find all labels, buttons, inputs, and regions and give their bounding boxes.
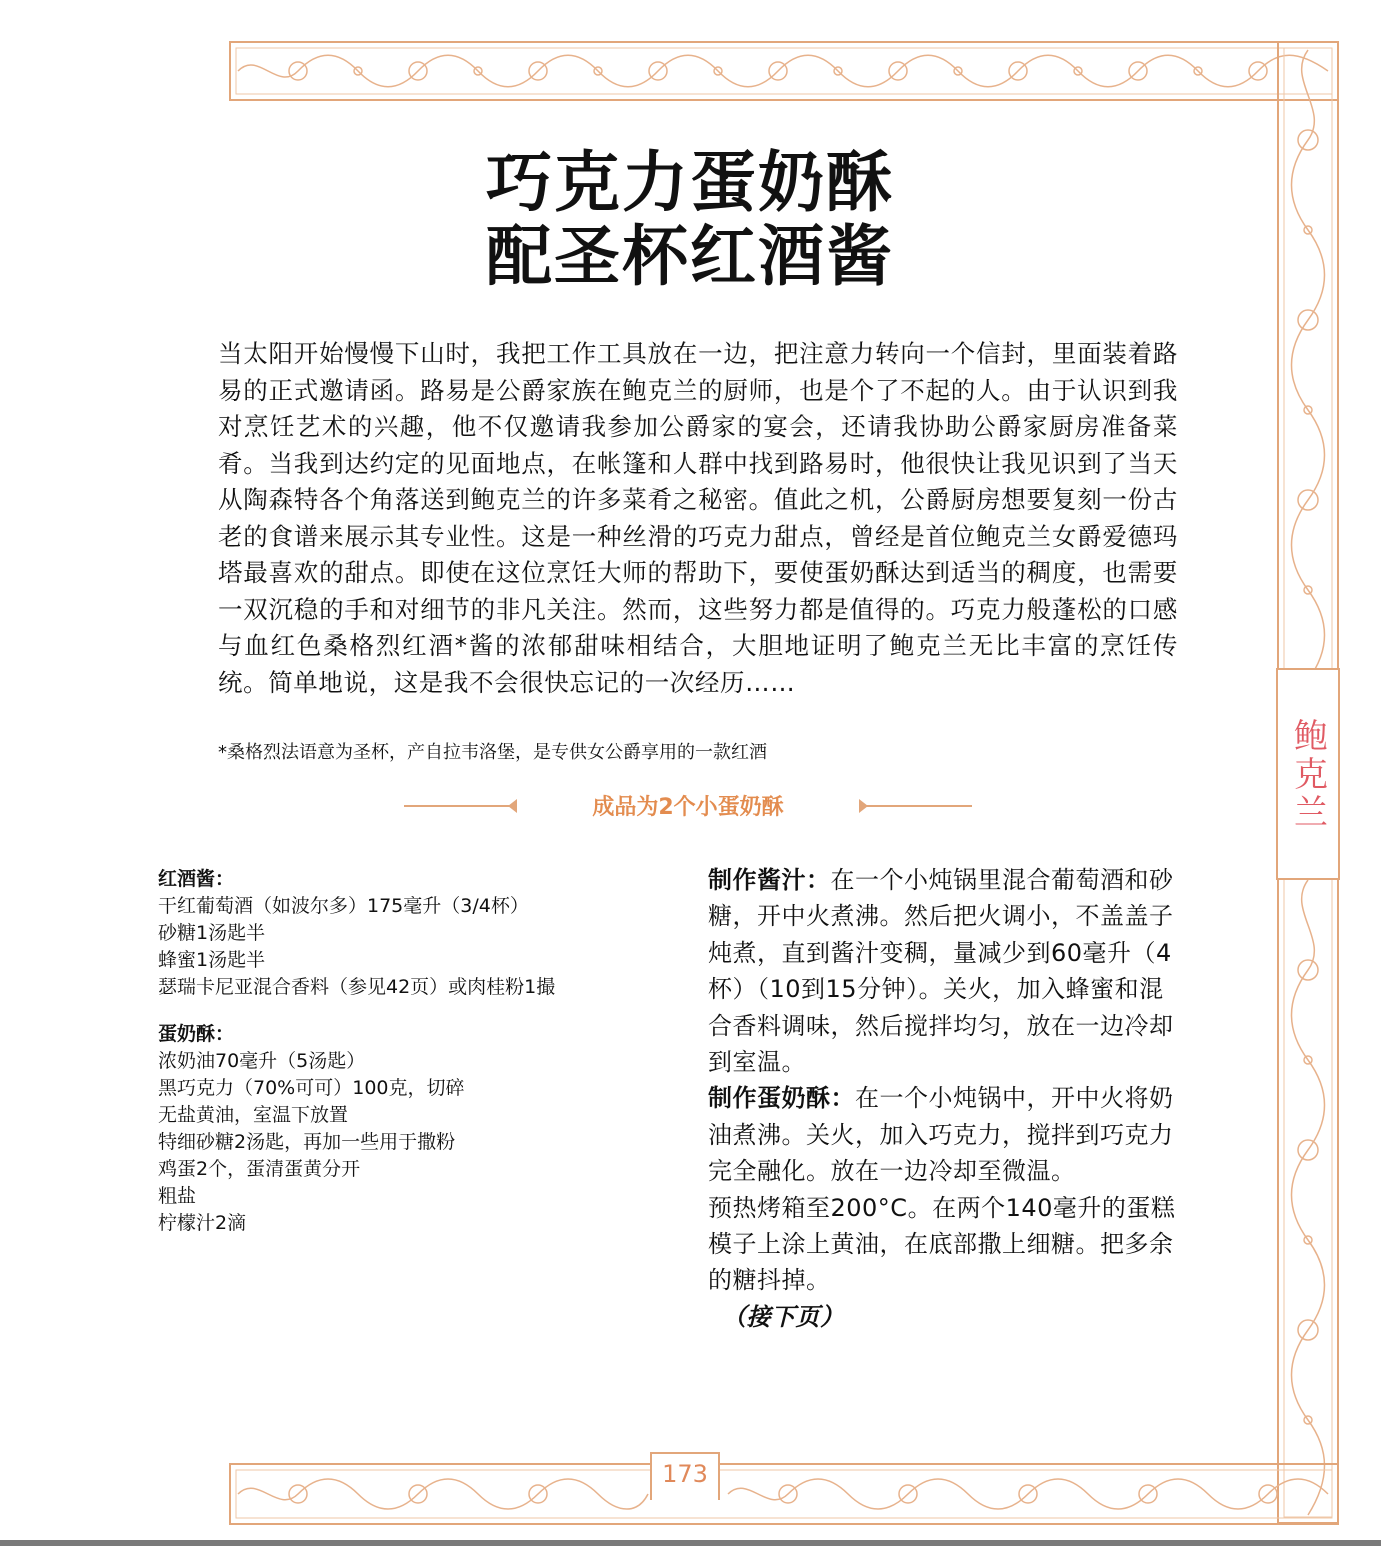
- step-text: 在一个小炖锅中，开中火将奶油煮沸。关火，加入巧克力，搅拌到巧克力完全融化。放在一边冷却至微温。: [708, 1084, 1174, 1186]
- ingredient-heading: 红酒酱：: [158, 868, 235, 890]
- list-item: 瑟瑞卡尼亚混合香料（参见42页）或肉桂粉1撮: [158, 976, 556, 998]
- list-item: 干红葡萄酒（如波尔多）175毫升（3/4杯）: [158, 895, 529, 917]
- list-item: 无盐黄油，室温下放置: [158, 1104, 349, 1126]
- yield-line-right: [864, 805, 972, 807]
- footnote: *桑格烈法语意为圣杯，产自拉韦洛堡，是专供女公爵享用的一款红酒: [218, 742, 767, 763]
- yield-text: 成品为2个小蛋奶酥: [592, 795, 784, 820]
- title-line-1: 巧克力蛋奶酥: [486, 144, 894, 221]
- method-step-oven: 预热烤箱至200°C。在两个140毫升的蛋糕模子上涂上黄油，在底部撒上细糖。把多余的糖抖掉。: [708, 1193, 1176, 1295]
- method-step-sauce: [708, 862, 1188, 1080]
- side-tab-label: 鲍克兰: [1287, 718, 1328, 832]
- title-line-2: 配圣杯红酒酱: [486, 218, 894, 295]
- yield-arrow-left-icon: [508, 799, 517, 813]
- list-item: 砂糖1汤匙半: [158, 922, 266, 944]
- step-text: 在一个小炖锅里混合葡萄酒和砂糖，开中火煮沸。然后把火调小，不盖盖子炖煮，直到酱汁变稠，量减少到60毫升（4杯）（10到15分钟）。关火，加入蜂蜜和混合香料调味，然后搅拌均匀，放在一边冷却到室温。: [708, 866, 1174, 1077]
- list-item: 鸡蛋2个，蛋清蛋黄分开: [158, 1158, 361, 1180]
- list-item: 蜂蜜1汤匙半: [158, 949, 266, 971]
- ingredient-group-sauce: [158, 866, 588, 1001]
- list-item: 特细砂糖2汤匙，再加一些用于撒粉: [158, 1131, 456, 1153]
- list-item: 黑巧克力（70%可可）100克，切碎: [158, 1077, 465, 1099]
- ingredient-group-souffle: [158, 1021, 588, 1237]
- scan-footer-line: [0, 1540, 1381, 1546]
- step-heading: 制作蛋奶酥：: [708, 1084, 855, 1113]
- ornamental-border-bottom: [228, 1462, 1340, 1526]
- method-step-souffle: [708, 1080, 1188, 1189]
- ingredients-list: [158, 866, 588, 1257]
- method-steps: [708, 862, 1188, 1335]
- page-number: 173: [662, 1460, 708, 1488]
- list-item: 粗盐: [158, 1185, 197, 1207]
- list-item: 浓奶油70毫升（5汤匙）: [158, 1050, 366, 1072]
- continued-note: （接下页）: [722, 1302, 845, 1331]
- recipe-title: [380, 146, 1000, 294]
- intro-paragraph: 当太阳开始慢慢下山时，我把工作工具放在一边，把注意力转向一个信封，里面装着路易的正式邀请函。路易是公爵家族在鲍克兰的厨师，也是个了不起的人。由于认识到我对烹饪艺术的兴趣，他不仅邀请我参加公爵家的宴会，还请我协助公爵家厨房准备菜肴。当我到达约定的见面地点，在帐篷和人群中找到路易时，他很快让我见识到了当天从陶森特各个角落送到鲍克兰的许多菜肴之秘密。值此之机，公爵厨房想要复刻一份古老的食谱来展示其专业性。这是一种丝滑的巧克力甜点，曾经是首位鲍克兰女爵爱德玛塔最喜欢的甜点。即使在这位烹饪大师的帮助下，要使蛋奶酥达到适当的稠度，也需要一双沉稳的手和对细节的非凡关注。然而，这些努力都是值得的。巧克力般蓬松的口感与血红色桑格烈红酒*酱的浓郁甜味相结合，大胆地证明了鲍克兰无比丰富的烹饪传统。简单地说，这是我不会很快忘记的一次经历……: [218, 339, 1178, 697]
- step-heading: 制作酱汁：: [708, 866, 831, 894]
- yield-line-left: [404, 805, 512, 807]
- yield-banner: [404, 788, 972, 824]
- list-item: 柠檬汁2滴: [158, 1212, 247, 1234]
- ornamental-border-top: [228, 40, 1340, 102]
- ingredient-heading: 蛋奶酥：: [158, 1023, 235, 1045]
